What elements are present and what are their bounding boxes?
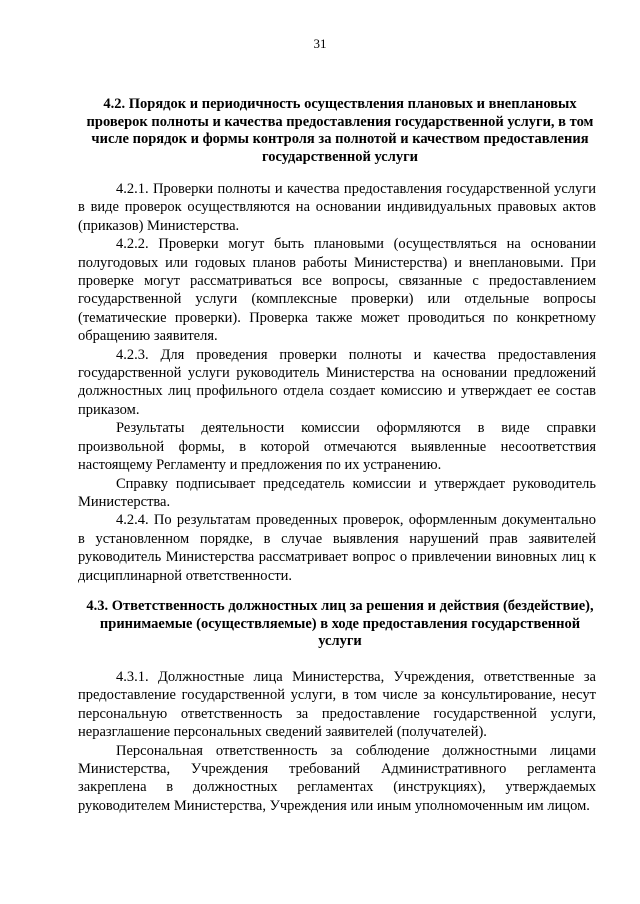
paragraph-4-2-3: 4.2.3. Для проведения проверки полноты и качества предоставления государственной услуги руководитель Министерства на основании предложений должностных лиц профильного отдела создает комиссию и утверждает ее состав приказом. — [78, 346, 596, 418]
paragraph-4-2-2: 4.2.2. Проверки могут быть плановыми (осуществляться на основании полугодовых или годовых планов работы Министерства) и внеплановыми. При проверке могут рассматриваться все вопросы, связанные с предоставлением государственной услуги (комплексные проверки) или отдельные вопросы (тематические проверки). Проверка также может проводиться по конкретному обращению заявителя. — [78, 236, 596, 345]
paragraph-4-2-1: 4.2.1. Проверки полноты и качества предоставления государственной услуги в виде проверок осуществляются на основании индивидуальных правовых актов (приказов) Министерства. — [78, 181, 596, 234]
section-4-2-heading: 4.2. Порядок и периодичность осуществления плановых и внеплановых проверок полноты и качества предоставления государственной услуги, в том числе порядок и формы контроля за полнотой и качеством предоставления государственной услуги — [86, 96, 594, 165]
paragraph-certificate-signing: Справку подписывает председатель комиссии и утверждает руководитель Министерства. — [78, 475, 596, 510]
section-4-2-body — [78, 180, 596, 585]
paragraph-commission-results: Результаты деятельности комиссии оформляются в виде справки произвольной формы, в которой отмечаются выявленные несоответствия настоящему Регламенту и предложения по их устранению. — [78, 420, 596, 474]
paragraph-4-2-4: 4.2.4. По результатам проведенных проверок, оформленным документально в установленном порядке, в случае выявления нарушений прав заявителей руководитель Министерства рассматривает вопрос о привлечении виновных лиц к дисциплинарной ответственности. — [78, 512, 596, 584]
paragraph-personal-responsibility: Персональная ответственность за соблюдение должностными лицами Министерства, Учреждения требований Административного регламента закреплена в должностных регламентах (инструкциях), утверждаемых руководителем Министерства, Учреждения или иным уполномоченным им лицом. — [78, 742, 596, 814]
section-4-3-heading: 4.3. Ответственность должностных лиц за решения и действия (бездействие), принимаемые (осуществляемые) в ходе предоставления государственной услуги — [86, 598, 594, 649]
paragraph-4-3-1: 4.3.1. Должностные лица Министерства, Учреждения, ответственные за предоставление государственной услуги, в том числе за консультирование, несут персональную ответственность за предоставление государственной услуги, неразглашение персональных сведений заявителей (получателей). — [78, 669, 596, 741]
section-4-3-body — [78, 668, 596, 815]
page-number: 31 — [313, 36, 327, 51]
